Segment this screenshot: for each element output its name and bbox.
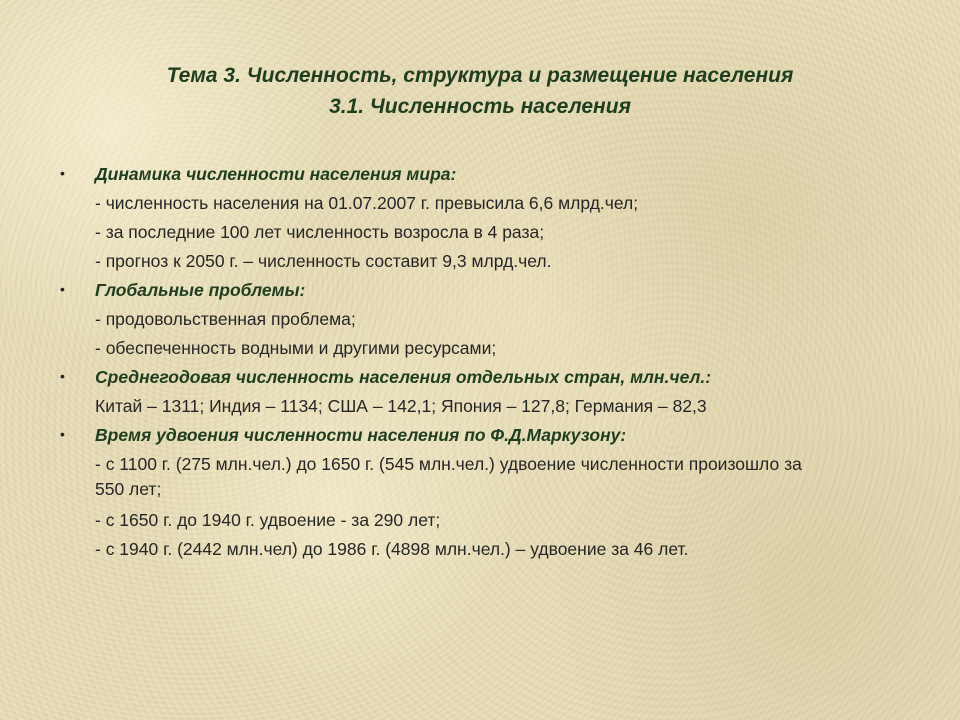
section-heading-text: Среднегодовая численность населения отдельных стран, млн.чел.: [95,367,712,387]
list-item: - обеспеченность водными и другими ресурсами; [95,338,497,358]
section-heading-text: Глобальные проблемы: [95,280,306,300]
list-item: - с 1100 г. (275 млн.чел.) до 1650 г. (545 млн.чел.) удвоение численности произошло за 550 лет; [95,454,802,499]
slide-content [60,160,860,564]
section-heading-country-population [60,363,860,392]
list-item: - с 1650 г. до 1940 г. удвоение - за 290 лет; [95,510,441,530]
list-item: Китай – 1311; Индия – 1134; США – 142,1; Япония – 127,8; Германия – 82,3 [95,396,707,416]
title-line-2: 3.1. Численность населения [329,95,631,118]
list-item: - численность населения на 01.07.2007 г. превысила 6,6 млрд.чел; [95,193,639,213]
list-item: - с 1940 г. (2442 млн.чел) до 1986 г. (4898 млн.чел.) – удвоение за 46 лет. [95,539,689,559]
section-heading-doubling-time [60,421,860,450]
list-item: - прогноз к 2050 г. – численность составит 9,3 млрд.чел. [95,251,552,271]
slide-title [40,60,920,122]
section-heading-text: Динамика численности населения мира: [95,164,457,184]
title-line-1: Тема 3. Численность, структура и размещение населения [166,64,794,87]
section-heading-text: Время удвоения численности населения по Ф.Д.Маркузону: [95,425,627,445]
section-heading-population-dynamics [60,160,860,189]
section-heading-global-problems [60,276,860,305]
list-item: - за последние 100 лет численность возросла в 4 раза; [95,222,545,242]
bullet-icon: • [60,165,65,181]
list-item: - продовольственная проблема; [95,309,356,329]
bullet-icon: • [60,426,65,442]
bullet-icon: • [60,368,65,384]
bullet-icon: • [60,281,65,297]
